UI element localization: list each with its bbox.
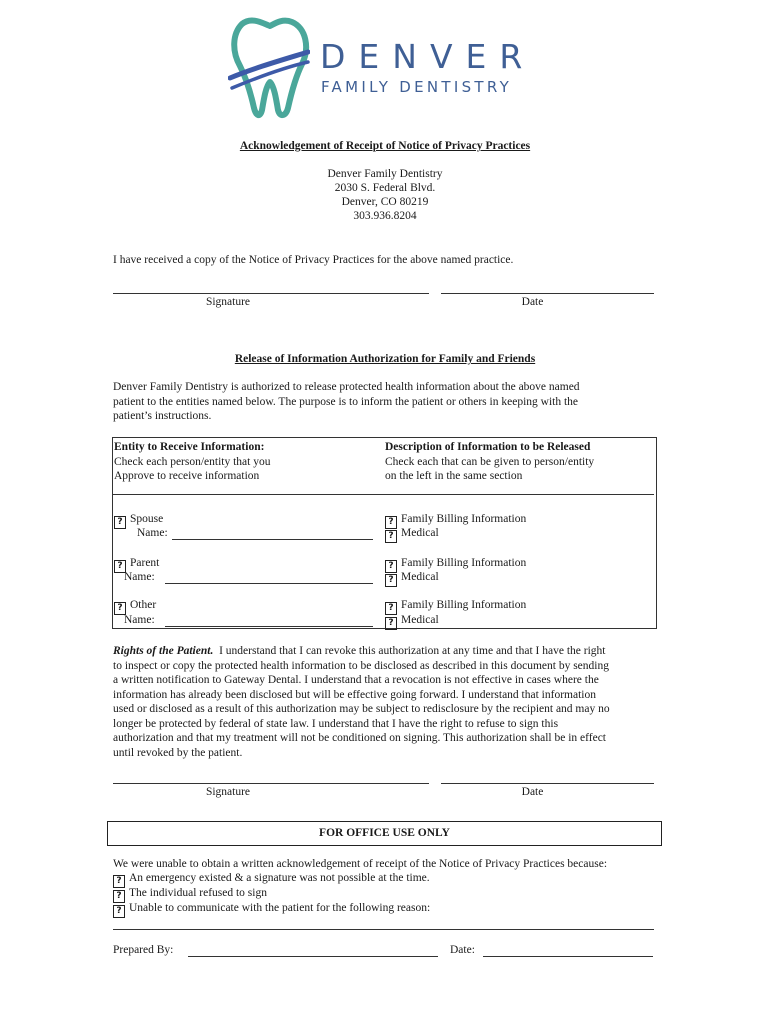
parent-name-label: Name: xyxy=(124,571,155,583)
logo xyxy=(228,12,548,124)
practice-name: Denver Family Dentistry xyxy=(327,168,443,180)
brand-name: DENVER xyxy=(320,37,536,76)
emergency-checkbox[interactable]: ? xyxy=(113,875,125,888)
rights-line8: until revoked by the patient. xyxy=(113,746,243,759)
spouse-checkbox[interactable]: ? xyxy=(114,516,126,529)
office-intro: We were unable to obtain a written acknowledgement of receipt of the Notice of Privacy Practices because: xyxy=(113,858,608,870)
parent-option-medical xyxy=(385,570,439,587)
refused-label: The individual refused to sign xyxy=(129,887,267,899)
description-subtext2: on the left in the same section xyxy=(385,470,523,482)
ack-signature-line[interactable] xyxy=(113,293,429,294)
spouse-medical-label: Medical xyxy=(401,527,439,539)
parent-billing-label: Family Billing Information xyxy=(401,557,527,569)
practice-address-line1: 2030 S. Federal Blvd. xyxy=(334,182,436,194)
parent-name-field[interactable] xyxy=(165,583,373,584)
office-reason-unable xyxy=(113,901,430,918)
tooth-icon xyxy=(228,12,310,122)
other-billing-label: Family Billing Information xyxy=(401,599,527,611)
unable-label: Unable to communicate with the patient for the following reason: xyxy=(129,902,431,914)
office-date-field[interactable] xyxy=(483,956,653,957)
other-name-row xyxy=(124,613,155,628)
entity-subtext2: Approve to receive information xyxy=(114,470,260,482)
rights-heading: Rights of the Patient. xyxy=(113,645,214,657)
rights-line7: authorization and that my treatment will not be conditioned on signing. This authorization shall be in effect xyxy=(113,732,607,744)
office-use-box: FOR OFFICE USE ONLY xyxy=(107,821,662,846)
refused-checkbox[interactable]: ? xyxy=(113,890,125,903)
other-name-label: Name: xyxy=(124,614,155,626)
description-heading: Description of Information to be Released xyxy=(385,441,591,453)
rights-signature-label: Signature xyxy=(205,786,251,798)
spouse-option-medical xyxy=(385,526,439,543)
other-label: Other xyxy=(130,599,157,611)
ack-statement: I have received a copy of the Notice of Privacy Practices for the above named practice. xyxy=(113,254,514,266)
practice-address-line2: Denver, CO 80219 xyxy=(341,196,429,208)
prepared-by-field[interactable] xyxy=(188,956,438,957)
spouse-label: Spouse xyxy=(130,513,164,525)
rights-paragraph xyxy=(113,644,663,760)
rights-line4: information has already been disclosed but will be effective going forward. I understand that information xyxy=(113,688,596,701)
reason-text-line[interactable] xyxy=(113,929,654,930)
emergency-label: An emergency existed & a signature was not possible at the time. xyxy=(129,872,430,884)
rights-date-label: Date xyxy=(521,786,544,798)
rights-signature-line[interactable] xyxy=(113,783,429,784)
prepared-by-label: Prepared By: xyxy=(113,944,174,956)
brand-tagline: FAMILY DENTISTRY xyxy=(321,78,513,96)
release-intro-line3: patient’s instructions. xyxy=(113,410,212,422)
office-date-label: Date: xyxy=(450,944,475,956)
ack-signature-label: Signature xyxy=(205,296,251,308)
entity-heading: Entity to Receive Information: xyxy=(114,441,265,453)
parent-label: Parent xyxy=(130,557,160,569)
parent-medical-checkbox[interactable]: ? xyxy=(385,574,397,587)
rights-line1 xyxy=(113,644,663,659)
other-medical-checkbox[interactable]: ? xyxy=(385,617,397,630)
parent-billing-checkbox[interactable]: ? xyxy=(385,560,397,573)
ack-title: Acknowledgement of Receipt of Notice of Privacy Practices xyxy=(239,140,531,152)
spouse-billing-label: Family Billing Information xyxy=(401,513,527,525)
spouse-name-label: Name: xyxy=(137,527,168,539)
rights-line6: longer be protected by federal of state law. I understand that I have the right to refuse to sign this xyxy=(113,717,559,730)
unable-checkbox[interactable]: ? xyxy=(113,905,125,918)
parent-medical-label: Medical xyxy=(401,571,439,583)
spouse-billing-checkbox[interactable]: ? xyxy=(385,516,397,529)
spouse-medical-checkbox[interactable]: ? xyxy=(385,530,397,543)
other-checkbox[interactable]: ? xyxy=(114,602,126,615)
rights-text-line1: I understand that I can revoke this authorization at any time and that I have the right xyxy=(219,645,606,657)
rights-line5: used or disclosed as a result of this authorization may be subject to redisclosure by the recipient and may no xyxy=(113,703,610,715)
entity-subtext1: Check each person/entity that you xyxy=(114,456,271,468)
other-name-field[interactable] xyxy=(165,626,373,627)
table-divider xyxy=(113,494,654,495)
release-title: Release of Information Authorization for Family and Friends xyxy=(234,353,536,365)
release-intro-line2: patient to the entities named below. The purpose is to inform the patient or others in keeping with the xyxy=(113,396,579,408)
other-billing-checkbox[interactable]: ? xyxy=(385,602,397,615)
rights-date-line[interactable] xyxy=(441,783,654,784)
release-intro-line1: Denver Family Dentistry is authorized to release protected health information about the above named xyxy=(113,381,580,393)
ack-date-label: Date xyxy=(521,296,544,308)
other-option-medical xyxy=(385,613,439,630)
other-medical-label: Medical xyxy=(401,614,439,626)
rights-line2: to inspect or copy the protected health information to be disclosed as described in this document by sending xyxy=(113,659,609,672)
parent-checkbox[interactable]: ? xyxy=(114,560,126,573)
spouse-name-field[interactable] xyxy=(172,539,373,540)
spouse-name-row xyxy=(137,526,168,541)
rights-line3: a written notification to Gateway Dental. I understand that a revocation is not effective in cases where the xyxy=(113,674,599,686)
ack-date-line[interactable] xyxy=(441,293,654,294)
description-subtext1: Check each that can be given to person/entity xyxy=(385,456,595,468)
parent-name-row xyxy=(124,570,155,585)
practice-phone: 303.936.8204 xyxy=(353,210,417,222)
